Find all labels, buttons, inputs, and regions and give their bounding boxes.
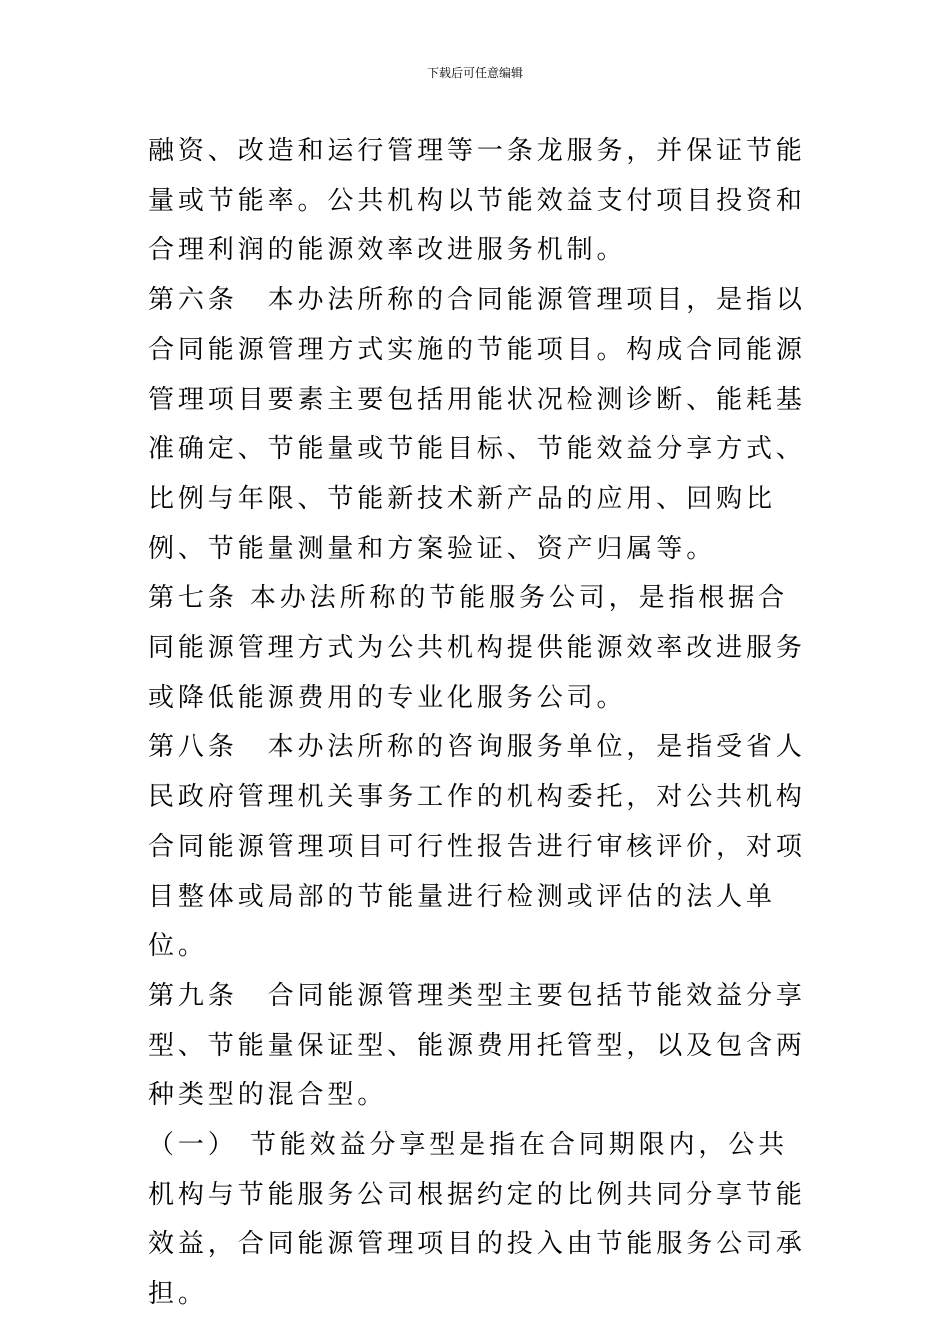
paragraph-article-8: 第八条 本办法所称的咨询服务单位，是指受省人民政府管理机关事务工作的机构委托，对公共机构合同能源管理项目可行性报告进行审核评价，对项目整体或局部的节能量进行检测或评估的法人单位。 — [148, 732, 806, 962]
paragraph-article-7: 第七条 本办法所称的节能服务公司，是指根据合同能源管理方式为公共机构提供能源效率改进服务或降低能源费用的专业化服务公司。 — [148, 583, 806, 713]
document-body — [148, 127, 808, 1320]
page-header: 下载后可任意编辑 — [426, 66, 523, 80]
paragraph-article-9: 第九条 合同能源管理类型主要包括节能效益分享型、节能量保证型、能源费用托管型，以及包含两种类型的混合型。 — [148, 980, 806, 1111]
paragraph-article-6: 第六条 本办法所称的合同能源管理项目，是指以合同能源管理方式实施的节能项目。构成合同能源管理项目要素主要包括用能状况检测诊断、能耗基准确定、节能量或节能目标、节能效益分享方式、比例与年限、节能新技术新产品的应用、回购比例、节能量测量和方案验证、资产归属等。 — [148, 285, 806, 564]
paragraph-financing-service: 融资、改造和运行管理等一条龙服务，并保证节能量或节能率。公共机构以节能效益支付项目投资和合理利润的能源效率改进服务机制。 — [148, 136, 806, 266]
paragraph-item-1: （一） 节能效益分享型是指在合同期限内，公共机构与节能服务公司根据约定的比例共同分享节能效益，合同能源管理项目的投入由节能服务公司承担。 — [148, 1130, 806, 1310]
